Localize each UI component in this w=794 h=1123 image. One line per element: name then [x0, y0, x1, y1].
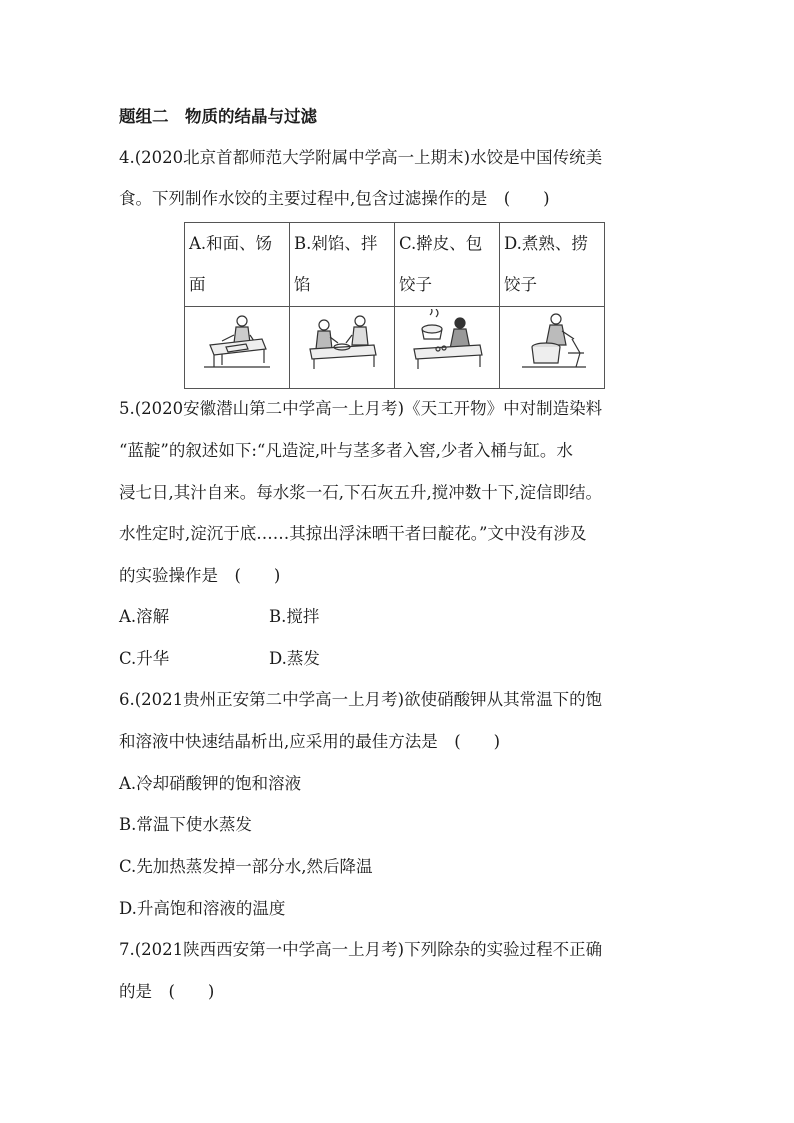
boiling-dumplings-illustration — [516, 309, 588, 371]
q5-option-d[interactable]: D.蒸发 — [269, 649, 320, 668]
q4-stem-line2: 食。下列制作水饺的主要过程中,包含过滤操作的是 ( ) — [119, 189, 550, 208]
q4-image-a — [185, 307, 290, 389]
q4-option-d[interactable]: D.煮熟、捞 饺子 — [500, 223, 605, 307]
q6-stem-line2: 和溶液中快速结晶析出,应采用的最佳方法是 ( ) — [119, 732, 501, 751]
q6-option-b[interactable]: B.常温下使水蒸发 — [119, 815, 252, 834]
q4-option-b[interactable]: B.剁馅、拌 馅 — [290, 223, 395, 307]
q5-option-c[interactable]: C.升华 — [119, 649, 170, 668]
q5-stem-line1: 5.(2020安徽潜山第二中学高一上月考)《天工开物》中对制造染料 — [119, 399, 603, 418]
q6-option-d[interactable]: D.升高饱和溶液的温度 — [119, 899, 286, 918]
q4-image-b — [290, 307, 395, 389]
kneading-dough-illustration — [202, 309, 272, 371]
q4-stem-line1: 4.(2020北京首都师范大学附属中学高一上期末)水饺是中国传统美 — [119, 148, 603, 167]
q7-stem-line1: 7.(2021陕西西安第一中学高一上月考)下列除杂的实验过程不正确 — [119, 940, 603, 959]
q4-options-table — [184, 222, 605, 389]
q5-stem-line4: 水性定时,淀沉于底……其掠出浮沫晒干者曰靛花。”文中没有涉及 — [119, 524, 587, 543]
q5-stem-line5: 的实验操作是 ( ) — [119, 566, 281, 585]
q5-option-a[interactable]: A.溶解 — [119, 607, 170, 626]
q4-image-c — [395, 307, 500, 389]
q6-option-a[interactable]: A.冷却硝酸钾的饱和溶液 — [119, 774, 302, 793]
q4-option-c[interactable]: C.擀皮、包 饺子 — [395, 223, 500, 307]
q4-option-a[interactable]: A.和面、饧 面 — [185, 223, 290, 307]
q4-image-d — [500, 307, 605, 389]
q6-option-c[interactable]: C.先加热蒸发掉一部分水,然后降温 — [119, 857, 373, 876]
q6-stem-line1: 6.(2021贵州正安第二中学高一上月考)欲使硝酸钾从其常温下的饱 — [119, 690, 603, 709]
section-title: 题组二 物质的结晶与过滤 — [119, 107, 317, 126]
rolling-wrappers-illustration — [408, 309, 486, 371]
chopping-filling-illustration — [304, 309, 380, 371]
q5-stem-line2: “蓝靛”的叙述如下:“凡造淀,叶与茎多者入窖,少者入桶与缸。水 — [119, 441, 573, 460]
q5-option-b[interactable]: B.搅拌 — [269, 607, 320, 626]
q7-stem-line2: 的是 ( ) — [119, 982, 215, 1001]
q5-stem-line3: 浸七日,其汁自来。每水浆一石,下石灰五升,搅冲数十下,淀信即结。 — [119, 483, 602, 502]
